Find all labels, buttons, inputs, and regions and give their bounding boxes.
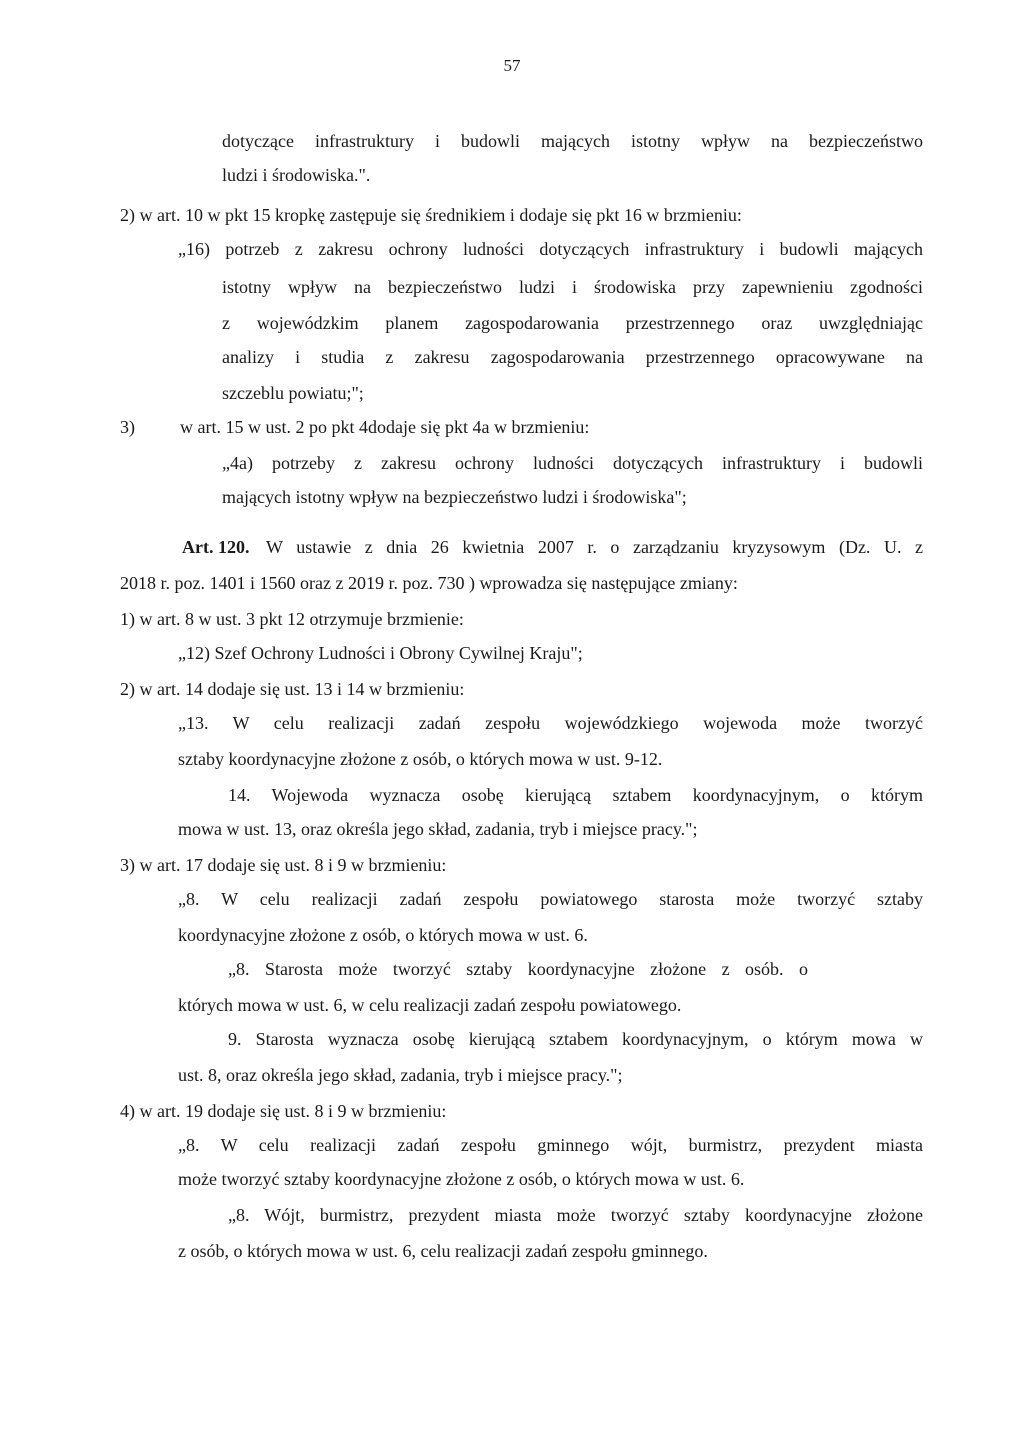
text-line: ust. 8, oraz określa jego skład, zadania, tryb i miejsce pracy.";	[178, 1065, 623, 1085]
text-line: z wojewódzkim planem zagospodarowania przestrzennego oraz uwzględniając	[222, 313, 923, 333]
text-line: dotyczące infrastruktury i budowli mających istotny wpływ na bezpieczeństwo	[222, 131, 923, 151]
text-line: może tworzyć sztaby koordynacyjne złożone z osób, o których mowa w ust. 6.	[178, 1169, 745, 1189]
text-line: koordynacyjne złożone z osób, o których mowa w ust. 6.	[178, 925, 588, 945]
text-line: 9. Starosta wyznacza osobę kierującą sztabem koordynacyjnym, o którym mowa w	[228, 1029, 923, 1049]
text-line: „4a) potrzeby z zakresu ochrony ludności dotyczących infrastruktury i budowli	[222, 453, 923, 473]
article-label: Art. 120.	[182, 537, 250, 557]
text-line: sztaby koordynacyjne złożone z osób, o których mowa w ust. 9-12.	[178, 749, 663, 769]
text-line: „16) potrzeb z zakresu ochrony ludności dotyczących infrastruktury i budowli mających	[178, 239, 923, 259]
text-line: „8. W celu realizacji zadań zespołu powiatowego starosta może tworzyć sztaby	[178, 889, 923, 909]
text-line: których mowa w ust. 6, w celu realizacji zadań zespołu powiatowego.	[178, 995, 682, 1015]
list-item-2: 2) w art. 10 w pkt 15 kropkę zastępuje się średnikiem i dodaje się pkt 16 w brzmieniu:	[120, 205, 742, 225]
text-line: „13. W celu realizacji zadań zespołu wojewódzkiego wojewoda może tworzyć	[178, 713, 923, 733]
list-item-3: 3) w art. 17 dodaje się ust. 8 i 9 w brzmieniu:	[120, 855, 447, 875]
text-line: „8. Starosta może tworzyć sztaby koordynacyjne złożone z osób. o	[228, 959, 808, 979]
list-item-3-number: 3)	[120, 417, 135, 437]
article-intro: W ustawie z dnia 26 kwietnia 2007 r. o zarządzaniu kryzysowym (Dz. U. z	[266, 537, 923, 557]
text-line: szczeblu powiatu;";	[222, 383, 364, 403]
text-line: analizy i studia z zakresu zagospodarowania przestrzennego opracowywane na	[222, 347, 923, 367]
list-item-3: w art. 15 w ust. 2 po pkt 4dodaje się pkt 4a w brzmieniu:	[180, 417, 590, 437]
text-line: 14. Wojewoda wyznacza osobę kierującą sztabem koordynacyjnym, o którym	[228, 785, 923, 805]
text-line: z osób, o których mowa w ust. 6, celu realizacji zadań zespołu gminnego.	[178, 1241, 708, 1261]
page-number: 57	[503, 56, 521, 75]
text-line: 2018 r. poz. 1401 i 1560 oraz z 2019 r. poz. 730 ) wprowadza się następujące zmiany:	[120, 573, 738, 593]
list-item-1: 1) w art. 8 w ust. 3 pkt 12 otrzymuje brzmienie:	[120, 609, 464, 629]
list-item-2: 2) w art. 14 dodaje się ust. 13 i 14 w brzmieniu:	[120, 679, 465, 699]
text-line: ludzi i środowiska.".	[222, 165, 371, 185]
text-line: mowa w ust. 13, oraz określa jego skład, zadania, tryb i miejsce pracy.";	[178, 819, 698, 839]
text-line: mających istotny wpływ na bezpieczeństwo ludzi i środowiska";	[222, 487, 687, 507]
text-line: „12) Szef Ochrony Ludności i Obrony Cywilnej Kraju";	[178, 643, 583, 663]
list-item-4: 4) w art. 19 dodaje się ust. 8 i 9 w brzmieniu:	[120, 1101, 447, 1121]
article-number	[182, 536, 249, 558]
text-line: istotny wpływ na bezpieczeństwo ludzi i środowiska przy zapewnieniu zgodności	[222, 277, 923, 297]
text-line: „8. Wójt, burmistrz, prezydent miasta może tworzyć sztaby koordynacyjne złożone	[228, 1205, 923, 1225]
text-line: „8. W celu realizacji zadań zespołu gminnego wójt, burmistrz, prezydent miasta	[178, 1135, 923, 1155]
